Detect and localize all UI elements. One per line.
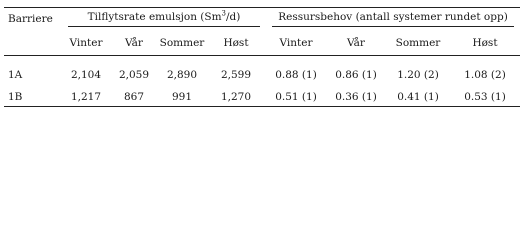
cell-resource-spring: 0.36 (1) — [335, 90, 377, 103]
column-header-resource-winter: Vinter — [279, 36, 313, 49]
cell-resource-summer: 1.20 (2) — [397, 68, 439, 81]
column-header-rate-summer: Sommer — [159, 36, 205, 49]
cell-barrier: 1B — [8, 90, 23, 103]
table-figure — [0, 0, 522, 107]
cell-resource-winter: 0.51 (1) — [275, 90, 317, 103]
column-header-rate-spring: Vår — [125, 36, 143, 49]
column-group-header-resources — [266, 8, 520, 31]
cell-resource-autumn: 1.08 (2) — [464, 68, 506, 81]
data-table — [4, 7, 520, 107]
column-header-empty — [4, 30, 62, 56]
cell-rate-spring: 2,059 — [118, 68, 150, 81]
cell-resource-spring: 0.86 (1) — [335, 68, 377, 81]
cell-barrier: 1A — [8, 68, 23, 81]
column-header-rate-winter: Vinter — [69, 36, 103, 49]
cell-rate-autumn: 1,270 — [220, 90, 252, 103]
cell-resource-summer: 0.41 (1) — [397, 90, 439, 103]
column-header-rate-autumn: Høst — [223, 36, 249, 49]
column-header-barrier: Barriere — [8, 13, 53, 25]
cell-rate-spring: 867 — [123, 90, 145, 103]
resources-header-text: Ressursbehov (antall systemer rundet opp) — [272, 11, 514, 27]
column-header-resource-summer: Sommer — [395, 36, 441, 49]
cell-resource-winter: 0.88 (1) — [275, 68, 317, 81]
cell-rate-winter: 1,217 — [70, 90, 102, 103]
table-row — [4, 62, 520, 87]
column-header-resource-autumn: Høst — [472, 36, 498, 49]
cell-resource-autumn: 0.53 (1) — [464, 90, 506, 103]
cell-rate-autumn: 2,599 — [220, 68, 252, 81]
cell-rate-summer: 991 — [171, 90, 193, 103]
rate-header-superscript: 3 — [221, 9, 227, 18]
cell-rate-winter: 2,104 — [70, 68, 102, 81]
column-header-resource-spring: Vår — [347, 36, 365, 49]
column-group-header-rate — [62, 8, 266, 31]
rate-header-unit-suffix: /d) — [226, 11, 241, 23]
table-row — [4, 87, 520, 107]
rate-header-text: Tilflytsrate emulsjon (Sm — [87, 11, 222, 23]
cell-rate-summer: 2,890 — [166, 68, 198, 81]
